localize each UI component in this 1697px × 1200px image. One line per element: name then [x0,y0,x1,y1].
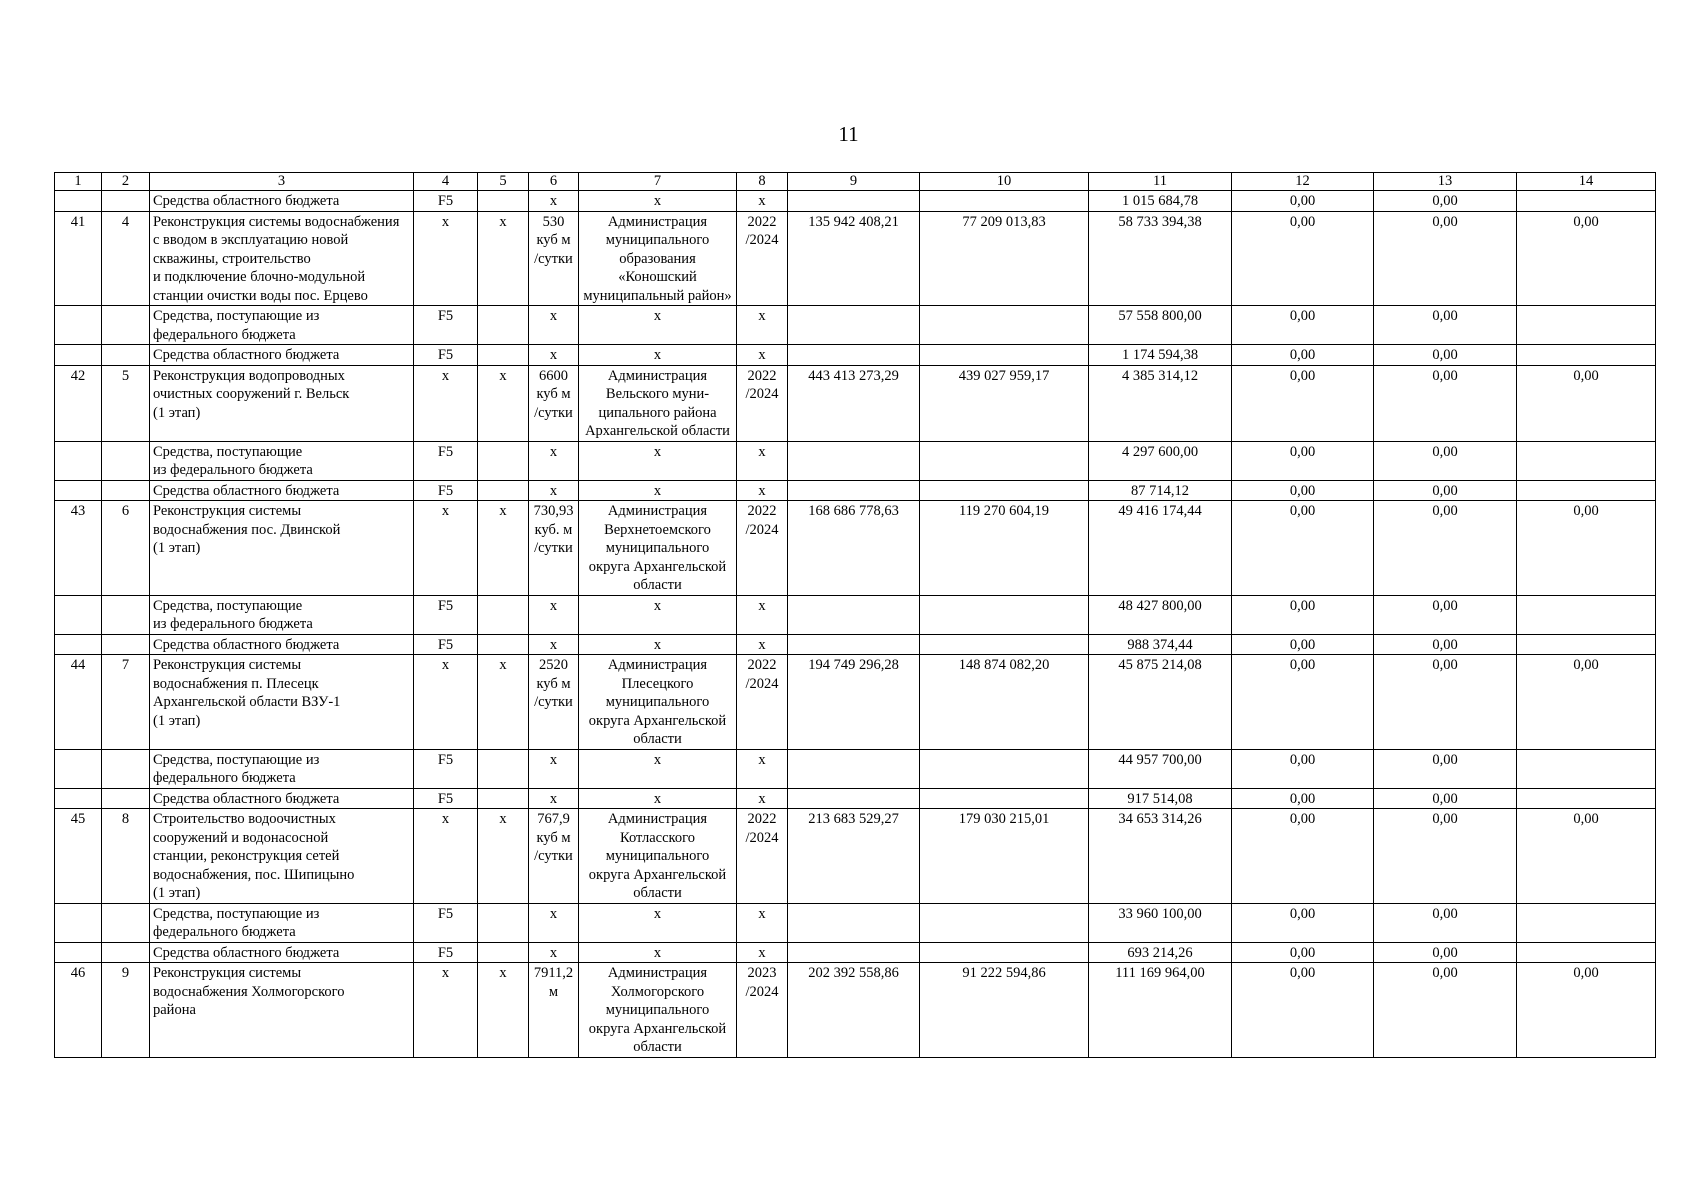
code-cell: х [414,963,478,1058]
amount-2023-cell: 45 875 214,08 [1089,655,1232,750]
capacity-cell: х [529,480,579,501]
item-number-cell: 8 [102,809,150,904]
estimated-cost-cell [788,480,920,501]
amount-col14-cell [1517,441,1656,480]
code-cell: х [414,809,478,904]
amount-2023-cell: 4 385 314,12 [1089,365,1232,441]
period-cell: х [737,480,788,501]
row-number-cell: 42 [55,365,102,441]
code-cell: х [414,365,478,441]
capacity-cell: х [529,903,579,942]
estimated-cost-cell [788,595,920,634]
code-cell: F5 [414,788,478,809]
funding-source-row [55,480,1656,501]
customer-cell: х [579,903,737,942]
row-number-cell [55,480,102,501]
amount-2023-cell: 48 427 800,00 [1089,595,1232,634]
col5-value-cell [478,191,529,212]
header-cell: 14 [1517,173,1656,191]
estimated-cost-cell [788,306,920,345]
funded-before-cell: 77 209 013,83 [920,211,1089,306]
item-number-cell [102,903,150,942]
code-cell: F5 [414,634,478,655]
amount-2024-cell: 0,00 [1232,749,1374,788]
estimated-cost-cell [788,749,920,788]
project-row [55,963,1656,1058]
estimated-cost-cell [788,903,920,942]
period-cell: х [737,345,788,366]
amount-2023-cell: 33 960 100,00 [1089,903,1232,942]
capacity-cell: 530 куб м /сутки [529,211,579,306]
amount-2025-cell: 0,00 [1374,634,1517,655]
header-cell: 3 [150,173,414,191]
amount-2023-cell: 87 714,12 [1089,480,1232,501]
row-number-cell [55,788,102,809]
estimated-cost-cell: 135 942 408,21 [788,211,920,306]
customer-cell: Администрация Холмогорского муниципального округа Архангельской области [579,963,737,1058]
period-cell: х [737,903,788,942]
amount-2025-cell: 0,00 [1374,749,1517,788]
amount-col14-cell [1517,595,1656,634]
amount-col14-cell: 0,00 [1517,365,1656,441]
customer-cell: х [579,788,737,809]
object-name-cell: Средства областного бюджета [150,345,414,366]
funded-before-cell: 179 030 215,01 [920,809,1089,904]
customer-cell: х [579,595,737,634]
funded-before-cell [920,345,1089,366]
col5-value-cell [478,480,529,501]
item-number-cell [102,306,150,345]
header-cell: 9 [788,173,920,191]
amount-col14-cell [1517,903,1656,942]
code-cell: х [414,211,478,306]
header-cell: 12 [1232,173,1374,191]
period-cell: х [737,634,788,655]
col5-value-cell: х [478,365,529,441]
col5-value-cell [478,942,529,963]
amount-2024-cell: 0,00 [1232,809,1374,904]
period-cell: 2023 /2024 [737,963,788,1058]
amount-2023-cell: 34 653 314,26 [1089,809,1232,904]
capacity-cell: х [529,788,579,809]
amount-2024-cell: 0,00 [1232,634,1374,655]
capacity-cell: х [529,306,579,345]
header-cell: 6 [529,173,579,191]
estimated-cost-cell [788,441,920,480]
code-cell: F5 [414,942,478,963]
code-cell: х [414,655,478,750]
period-cell: х [737,306,788,345]
item-number-cell: 6 [102,501,150,596]
period-cell: х [737,749,788,788]
object-name-cell: Реконструкция водопроводных очистных сооружений г. Вельск (1 этап) [150,365,414,441]
capacity-cell: 7911,2 м [529,963,579,1058]
amount-2024-cell: 0,00 [1232,306,1374,345]
code-cell: F5 [414,480,478,501]
amount-2025-cell: 0,00 [1374,306,1517,345]
header-row [55,173,1656,191]
funded-before-cell [920,306,1089,345]
estimated-cost-cell [788,634,920,655]
amount-2023-cell: 693 214,26 [1089,942,1232,963]
period-cell: 2022 /2024 [737,809,788,904]
object-name-cell: Средства областного бюджета [150,788,414,809]
amount-2024-cell: 0,00 [1232,963,1374,1058]
customer-cell: х [579,191,737,212]
estimated-cost-cell [788,942,920,963]
funding-source-row [55,441,1656,480]
capacity-cell: х [529,595,579,634]
project-row [55,211,1656,306]
funded-before-cell: 148 874 082,20 [920,655,1089,750]
estimated-cost-cell [788,191,920,212]
header-cell: 4 [414,173,478,191]
row-number-cell [55,345,102,366]
funding-source-row [55,634,1656,655]
funded-before-cell [920,595,1089,634]
amount-col14-cell [1517,306,1656,345]
estimated-cost-cell [788,788,920,809]
item-number-cell [102,788,150,809]
row-number-cell [55,306,102,345]
period-cell: х [737,942,788,963]
funded-before-cell [920,441,1089,480]
amount-col14-cell [1517,480,1656,501]
capacity-cell: х [529,191,579,212]
code-cell: х [414,501,478,596]
code-cell: F5 [414,749,478,788]
amount-2023-cell: 58 733 394,38 [1089,211,1232,306]
object-name-cell: Реконструкция системы водоснабжения п. Плесецк Архангельской области ВЗУ-1 (1 этап) [150,655,414,750]
header-cell: 10 [920,173,1089,191]
period-cell: х [737,441,788,480]
amount-2024-cell: 0,00 [1232,595,1374,634]
code-cell: F5 [414,441,478,480]
header-cell: 7 [579,173,737,191]
amount-2023-cell: 988 374,44 [1089,634,1232,655]
col5-value-cell [478,749,529,788]
funded-before-cell: 91 222 594,86 [920,963,1089,1058]
period-cell: 2022 /2024 [737,655,788,750]
object-name-cell: Средства, поступающие из федерального бюджета [150,441,414,480]
col5-value-cell [478,306,529,345]
col5-value-cell [478,903,529,942]
page-number: 11 [838,122,859,146]
period-cell: 2022 /2024 [737,211,788,306]
object-name-cell: Средства областного бюджета [150,480,414,501]
customer-cell: х [579,480,737,501]
capacity-cell: х [529,634,579,655]
object-name-cell: Средства, поступающие из федерального бюджета [150,595,414,634]
amount-2025-cell: 0,00 [1374,903,1517,942]
funded-before-cell [920,634,1089,655]
amount-2025-cell: 0,00 [1374,809,1517,904]
capacity-cell: х [529,749,579,788]
code-cell: F5 [414,306,478,345]
customer-cell: Администрация Верхнетоемского муниципального округа Архангельской области [579,501,737,596]
amount-2024-cell: 0,00 [1232,345,1374,366]
item-number-cell [102,942,150,963]
funding-source-row [55,942,1656,963]
amount-2023-cell: 57 558 800,00 [1089,306,1232,345]
amount-2024-cell: 0,00 [1232,480,1374,501]
amount-2025-cell: 0,00 [1374,595,1517,634]
amount-col14-cell: 0,00 [1517,963,1656,1058]
amount-2023-cell: 49 416 174,44 [1089,501,1232,596]
amount-col14-cell [1517,788,1656,809]
customer-cell: х [579,441,737,480]
row-number-cell [55,634,102,655]
amount-col14-cell: 0,00 [1517,501,1656,596]
funding-source-row [55,595,1656,634]
row-number-cell [55,595,102,634]
customer-cell: х [579,345,737,366]
item-number-cell: 5 [102,365,150,441]
row-number-cell [55,191,102,212]
period-cell: х [737,788,788,809]
project-row [55,501,1656,596]
col5-value-cell: х [478,655,529,750]
funded-before-cell: 439 027 959,17 [920,365,1089,441]
col5-value-cell: х [478,809,529,904]
header-cell: 2 [102,173,150,191]
object-name-cell: Средства областного бюджета [150,191,414,212]
amount-2023-cell: 1 015 684,78 [1089,191,1232,212]
col5-value-cell [478,788,529,809]
row-number-cell: 44 [55,655,102,750]
amount-col14-cell: 0,00 [1517,655,1656,750]
capacity-cell: х [529,345,579,366]
code-cell: F5 [414,595,478,634]
period-cell: 2022 /2024 [737,365,788,441]
item-number-cell [102,595,150,634]
amount-2024-cell: 0,00 [1232,942,1374,963]
estimated-cost-cell: 168 686 778,63 [788,501,920,596]
amount-2024-cell: 0,00 [1232,788,1374,809]
amount-2025-cell: 0,00 [1374,655,1517,750]
capacity-cell: 730,93 куб. м /сутки [529,501,579,596]
amount-2024-cell: 0,00 [1232,501,1374,596]
header-cell: 5 [478,173,529,191]
amount-col14-cell: 0,00 [1517,809,1656,904]
amount-col14-cell [1517,345,1656,366]
estimated-cost-cell [788,345,920,366]
object-name-cell: Средства, поступающие из федерального бюджета [150,903,414,942]
amount-2025-cell: 0,00 [1374,942,1517,963]
col5-value-cell: х [478,501,529,596]
capacity-cell: 767,9 куб м /сутки [529,809,579,904]
amount-2025-cell: 0,00 [1374,788,1517,809]
amount-2023-cell: 111 169 964,00 [1089,963,1232,1058]
amount-2025-cell: 0,00 [1374,501,1517,596]
item-number-cell [102,480,150,501]
project-row [55,809,1656,904]
amount-2024-cell: 0,00 [1232,191,1374,212]
amount-col14-cell [1517,942,1656,963]
object-name-cell: Средства, поступающие из федерального бюджета [150,749,414,788]
amount-2025-cell: 0,00 [1374,191,1517,212]
amount-2024-cell: 0,00 [1232,903,1374,942]
col5-value-cell [478,634,529,655]
amount-2025-cell: 0,00 [1374,345,1517,366]
estimated-cost-cell: 213 683 529,27 [788,809,920,904]
item-number-cell [102,191,150,212]
amount-2023-cell: 44 957 700,00 [1089,749,1232,788]
amount-2025-cell: 0,00 [1374,963,1517,1058]
funded-before-cell [920,191,1089,212]
amount-2025-cell: 0,00 [1374,365,1517,441]
col5-value-cell [478,595,529,634]
funding-source-row [55,306,1656,345]
customer-cell: х [579,749,737,788]
amount-2024-cell: 0,00 [1232,655,1374,750]
funding-source-row [55,903,1656,942]
header-cell: 13 [1374,173,1517,191]
amount-2023-cell: 4 297 600,00 [1089,441,1232,480]
estimated-cost-cell: 443 413 273,29 [788,365,920,441]
project-row [55,655,1656,750]
customer-cell: Администрация муниципального образования «Коношский муниципальный район» [579,211,737,306]
capacity-cell: х [529,441,579,480]
col5-value-cell [478,441,529,480]
funded-before-cell [920,749,1089,788]
funding-source-row [55,191,1656,212]
row-number-cell [55,441,102,480]
col5-value-cell: х [478,963,529,1058]
amount-2024-cell: 0,00 [1232,441,1374,480]
code-cell: F5 [414,191,478,212]
row-number-cell [55,903,102,942]
header-cell: 8 [737,173,788,191]
amount-2024-cell: 0,00 [1232,211,1374,306]
header-cell: 11 [1089,173,1232,191]
object-name-cell: Средства областного бюджета [150,634,414,655]
amount-col14-cell [1517,749,1656,788]
amount-2025-cell: 0,00 [1374,480,1517,501]
amount-2025-cell: 0,00 [1374,211,1517,306]
object-name-cell: Реконструкция системы водоснабжения пос. Двинской (1 этап) [150,501,414,596]
object-name-cell: Реконструкция системы водоснабжения Холмогорского района [150,963,414,1058]
row-number-cell: 45 [55,809,102,904]
amount-2023-cell: 1 174 594,38 [1089,345,1232,366]
object-name-cell: Средства областного бюджета [150,942,414,963]
amount-col14-cell: 0,00 [1517,211,1656,306]
header-cell: 1 [55,173,102,191]
period-cell: х [737,595,788,634]
col5-value-cell [478,345,529,366]
customer-cell: Администрация Котласского муниципального округа Архангельской области [579,809,737,904]
budget-table [54,172,1656,1058]
funding-source-row [55,788,1656,809]
funding-source-row [55,345,1656,366]
estimated-cost-cell: 202 392 558,86 [788,963,920,1058]
object-name-cell: Строительство водоочистных сооружений и водонасосной станции, реконструкция сетей водоснабжения, пос. Шипицыно (1 этап) [150,809,414,904]
period-cell: 2022 /2024 [737,501,788,596]
row-number-cell: 46 [55,963,102,1058]
object-name-cell: Средства, поступающие из федерального бюджета [150,306,414,345]
row-number-cell [55,942,102,963]
customer-cell: х [579,942,737,963]
item-number-cell [102,634,150,655]
item-number-cell: 9 [102,963,150,1058]
customer-cell: Администрация Плесецкого муниципального округа Архангельской области [579,655,737,750]
customer-cell: х [579,306,737,345]
customer-cell: Администрация Вельского муни- ципального района Архангельской области [579,365,737,441]
funded-before-cell [920,942,1089,963]
row-number-cell: 43 [55,501,102,596]
amount-col14-cell [1517,191,1656,212]
amount-2023-cell: 917 514,08 [1089,788,1232,809]
funded-before-cell [920,480,1089,501]
code-cell: F5 [414,903,478,942]
capacity-cell: 2520 куб м /сутки [529,655,579,750]
object-name-cell: Реконструкция системы водоснабжения с вводом в эксплуатацию новой скважины, строительство и подключение блочно-модульной станции очистки воды пос. Ерцево [150,211,414,306]
funded-before-cell [920,788,1089,809]
item-number-cell [102,749,150,788]
capacity-cell: 6600 куб м /сутки [529,365,579,441]
amount-2024-cell: 0,00 [1232,365,1374,441]
capacity-cell: х [529,942,579,963]
row-number-cell [55,749,102,788]
col5-value-cell: х [478,211,529,306]
funded-before-cell [920,903,1089,942]
funding-source-row [55,749,1656,788]
project-row [55,365,1656,441]
item-number-cell: 7 [102,655,150,750]
amount-col14-cell [1517,634,1656,655]
customer-cell: х [579,634,737,655]
row-number-cell: 41 [55,211,102,306]
item-number-cell [102,441,150,480]
code-cell: F5 [414,345,478,366]
estimated-cost-cell: 194 749 296,28 [788,655,920,750]
amount-2025-cell: 0,00 [1374,441,1517,480]
item-number-cell [102,345,150,366]
item-number-cell: 4 [102,211,150,306]
funded-before-cell: 119 270 604,19 [920,501,1089,596]
period-cell: х [737,191,788,212]
